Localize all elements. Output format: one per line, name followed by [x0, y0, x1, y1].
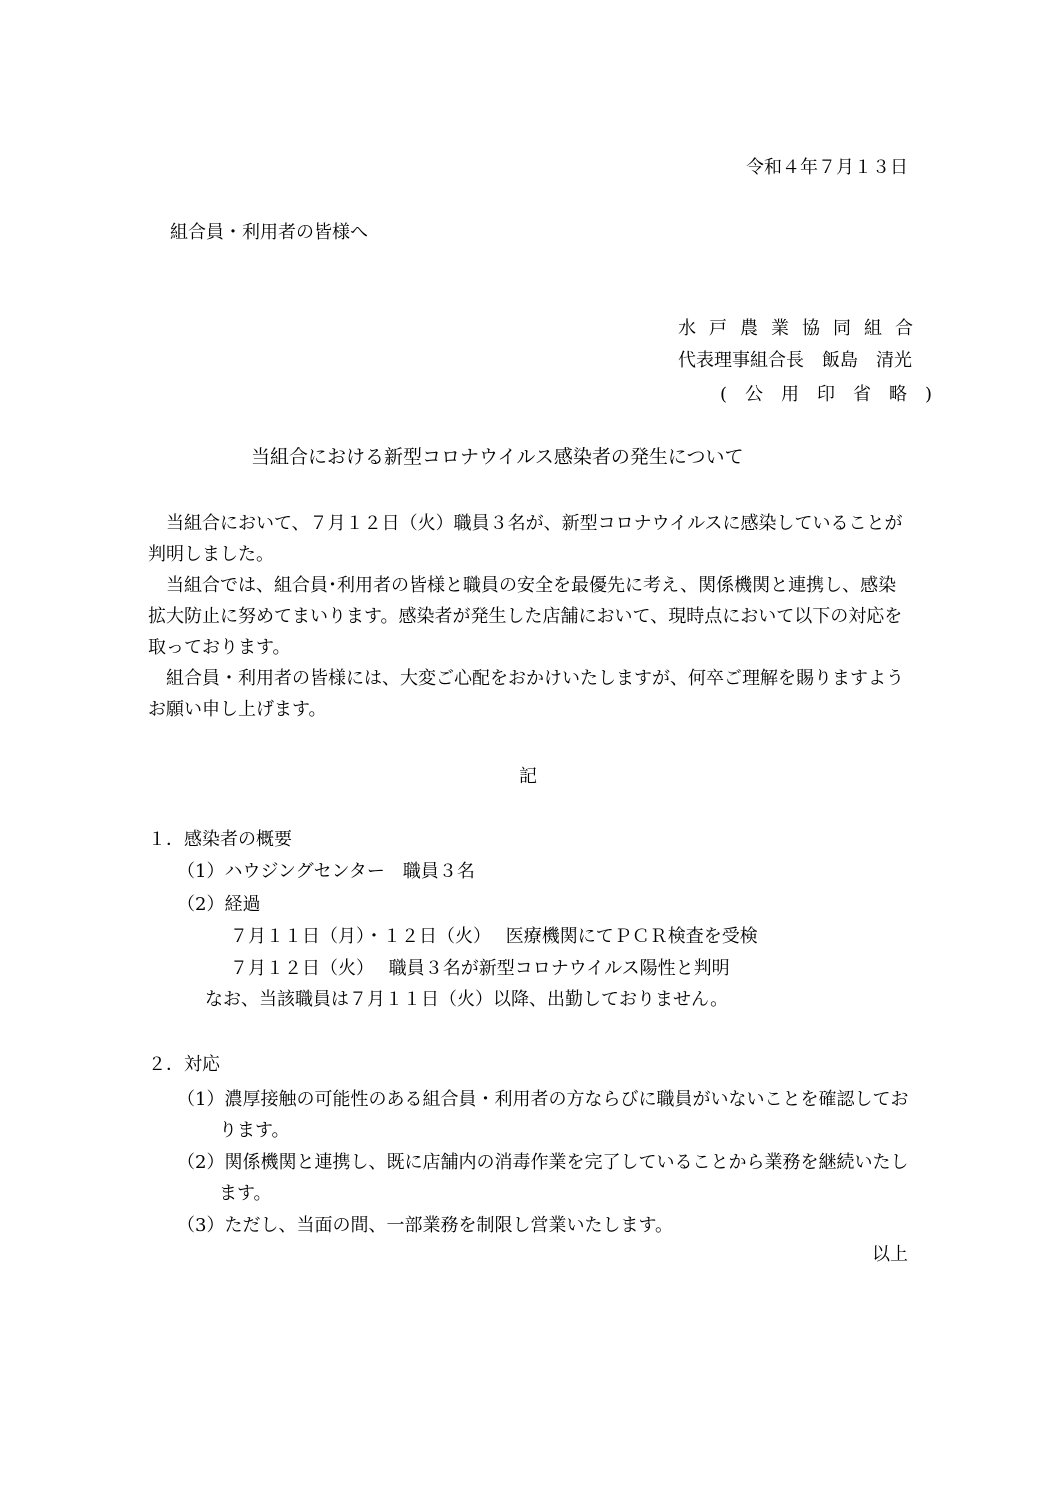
section-1-item-2: （2）経過 [177, 894, 261, 915]
document-date: 令和４年７月１３日 [746, 157, 908, 178]
section-2-item-2: （2）関係機関と連携し、既に店舗内の消毒作業を完了していることから業務を継続いたします。 [177, 1152, 909, 1204]
section-1-item-1: （1）ハウジングセンター 職員３名 [177, 861, 475, 882]
closing-mark: 以上 [872, 1244, 908, 1265]
body-paragraph-2: 当組合では、組合員･利用者の皆様と職員の安全を最優先に考え、関係機関と連携し、感染拡大防止に努めてまいります。感染者が発生した店舗において、現時点において以下の対応を取っております。 [148, 575, 903, 658]
section-2-item-1: （1）濃厚接触の可能性のある組合員・利用者の方ならびに職員がいないことを確認しております。 [177, 1089, 909, 1141]
timeline-entry-2: ７月１２日（火） 職員３名が新型コロナウイルス陽性と判明 [230, 958, 730, 979]
section-1-note: なお、当該職員は７月１１日（火）以降、出勤しておりません。 [205, 989, 729, 1010]
body-paragraph-3: 組合員・利用者の皆様には、大変ご心配をおかけいたしますが、何卒ご理解を賜りますようお願い申し上げます。 [148, 668, 904, 720]
section-1-heading: １．感染者の概要 [148, 829, 292, 850]
sender-representative: 代表理事組合長 飯島 清光 [678, 350, 912, 371]
sender-organization: 水戸農業協同組合 [678, 318, 926, 339]
body-paragraph-1: 当組合において、７月１２日（火）職員３名が、新型コロナウイルスに感染していることが判明しました。 [148, 513, 903, 565]
document-title: 当組合における新型コロナウイルス感染者の発生について [251, 446, 744, 468]
ki-marker: 記 [519, 766, 537, 787]
timeline-entry-1: ７月１１日（月）・１２日（火） 医療機関にてＰＣＲ検査を受検 [230, 926, 758, 947]
section-2-heading: ２．対応 [148, 1054, 220, 1075]
seal-note: (公用印省略) [720, 384, 951, 405]
addressee: 組合員・利用者の皆様へ [170, 222, 368, 243]
section-2-item-3: （3）ただし、当面の間、一部業務を制限し営業いたします。 [177, 1215, 674, 1236]
